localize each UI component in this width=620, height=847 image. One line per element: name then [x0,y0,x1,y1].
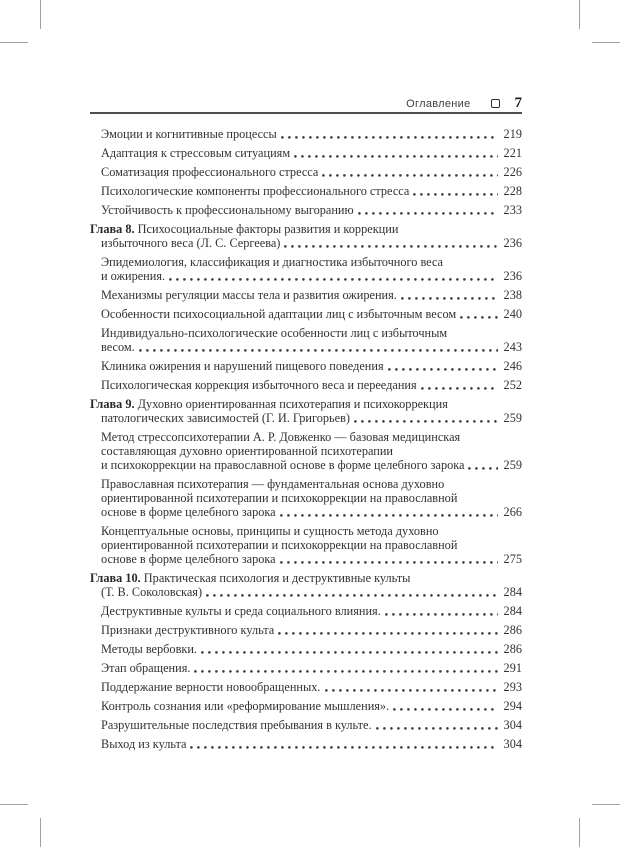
crop-mark-top-left-horizontal [0,42,28,43]
entry-title-text: Признаки деструктивного культа [101,623,275,637]
entry-page-number: 233 [503,203,522,217]
toc-entry-line [90,571,522,585]
entry-title-text: Устойчивость к профессиональному выгоранию [101,203,354,217]
toc-entry-line [90,411,522,425]
crop-mark-top-right-vertical [579,0,580,29]
entry-page-number: 275 [503,552,522,566]
entry-page-number: 259 [503,458,522,472]
entry-title-text: Этап обращения. [101,661,191,675]
toc-entry-line [101,378,522,392]
entry-title-text: и ожирения. [101,269,166,283]
dot-leader [322,165,498,179]
entry-page-number: 294 [503,699,522,713]
entry-page-number: 284 [503,604,522,618]
toc-entry [90,184,522,198]
entry-title-text: Метод стрессопсихотерапии А. Р. Довженко — базовая медицинская [101,430,461,444]
entry-page-number: 221 [503,146,522,160]
toc-entry-line [101,661,522,675]
entry-title-text: избыточного веса (Л. С. Сергеева) [101,236,281,250]
dot-leader [325,680,499,694]
entry-title-text: Концептуальные основы, принципы и сущность метода духовно [101,524,439,538]
entry-title-text: Индивидуально-психологические особенности лиц с избыточным [101,326,448,340]
toc-entry [90,524,522,566]
toc-entry [90,737,522,751]
toc-entry-line [101,604,522,618]
entry-page-number: 228 [503,184,522,198]
toc-entry-line [101,444,522,458]
entry-page-number: 236 [503,236,522,250]
toc-entry [90,359,522,373]
entry-page-number: 243 [503,340,522,354]
header-rule [90,112,522,114]
entry-title-text: ориентированной психотерапии и психокоррекции на православной [101,538,458,552]
entry-title-text: Особенности психосоциальной адаптации лиц с избыточным весом [101,307,457,321]
toc-entry-line [101,458,522,472]
entry-page-number: 240 [503,307,522,321]
toc-entry-line [90,222,522,236]
entry-title-text: Клиника ожирения и нарушений пищевого поведения [101,359,384,373]
entry-page-number: 259 [503,411,522,425]
dot-leader [284,236,498,250]
entry-title-text: Православная психотерапия — фундаментальная основа духовно [101,477,445,491]
toc-entry-line [101,505,522,519]
entry-title-text: Глава 10. Практическая психология и деструктивные культы [90,571,411,585]
toc-entry-line [90,585,522,599]
entry-title-text: основе в форме целебного зарока [101,552,276,566]
toc-entry-line [101,737,522,751]
entry-title-text: Механизмы регуляции массы тела и развития ожирения. [101,288,397,302]
entry-page-number: 286 [503,623,522,637]
entry-title-text: Адаптация к стрессовым ситуациям [101,146,291,160]
toc-entry-line [101,146,522,160]
toc-entry-line [101,269,522,283]
toc-entry [90,203,522,217]
dot-leader [280,552,498,566]
entry-page-number: 246 [503,359,522,373]
toc-entry-line [101,307,522,321]
dot-leader [280,505,498,519]
page-number: 7 [514,95,522,111]
toc-entry-line [101,718,522,732]
dot-leader [281,127,498,141]
toc-chapter-entry [90,222,522,250]
entry-page-number: 236 [503,269,522,283]
entry-title-text: Психологические компоненты профессионального стресса [101,184,410,198]
chapter-number-label: Глава 9. [90,397,138,411]
square-bullet-icon [491,99,500,108]
crop-mark-bottom-left-vertical [40,818,41,847]
toc-entry-line [101,203,522,217]
entry-page-number: 266 [503,505,522,519]
entry-title-text: Эпидемиология, классификация и диагностика избыточного веса [101,255,444,269]
entry-title-text: Выход из культа [101,737,187,751]
entry-title-text: весом. [101,340,135,354]
toc-entry [90,477,522,519]
crop-mark-top-left-vertical [40,0,41,29]
entry-title-text: ориентированной психотерапии и психокоррекции на православной [101,491,458,505]
entry-title-text: Глава 8. Психосоциальные факторы развития и коррекции [90,222,399,236]
toc-entry [90,165,522,179]
entry-title-text: патологических зависимостей (Г. И. Григорьев) [101,411,350,425]
entry-page-number: 226 [503,165,522,179]
dot-leader [421,378,498,392]
dot-leader [294,146,498,160]
entry-page-number: 238 [503,288,522,302]
toc-entry-line [101,699,522,713]
toc-entry [90,146,522,160]
chapter-number-label: Глава 10. [90,571,144,585]
toc-entry-line [101,359,522,373]
toc-entry-line [101,430,522,444]
dot-leader [401,288,498,302]
entry-title-text: основе в форме целебного зарока [101,505,276,519]
toc-entry-line [101,288,522,302]
toc-entry [90,680,522,694]
dot-leader [190,737,498,751]
toc-entry [90,378,522,392]
dot-leader [169,269,498,283]
running-head [90,95,522,112]
toc-entry-line [101,127,522,141]
entry-title-text: составляющая духовно ориентированной психотерапии [101,444,394,458]
toc-entry-line [101,184,522,198]
toc-entry [90,430,522,472]
dot-leader [388,359,498,373]
toc-chapter-entry [90,571,522,599]
entry-page-number: 291 [503,661,522,675]
toc-entry-line [101,491,522,505]
dot-leader [278,623,498,637]
dot-leader [354,411,498,425]
dot-leader [206,585,498,599]
dot-leader [194,661,498,675]
dot-leader [385,604,498,618]
entry-page-number: 293 [503,680,522,694]
toc-entry-line [90,397,522,411]
chapter-number-label: Глава 8. [90,222,138,236]
toc-entry-line [101,680,522,694]
toc-entry-line [101,340,522,354]
toc-entry-line [101,538,522,552]
entry-title-text: Разрушительные последствия пребывания в культе. [101,718,372,732]
toc-entry-line [101,552,522,566]
toc-entry [90,699,522,713]
toc-entry [90,718,522,732]
dot-leader [201,642,498,656]
toc-entry [90,661,522,675]
entry-page-number: 284 [503,585,522,599]
dot-leader [393,699,498,713]
toc-entry-line [101,477,522,491]
toc-entry-line [101,623,522,637]
crop-mark-top-right-horizontal [592,42,620,43]
toc-entry-line [101,524,522,538]
dot-leader [358,203,498,217]
toc-entry [90,127,522,141]
dot-leader [139,340,498,354]
entry-title-text: Глава 9. Духовно ориентированная психотерапия и психокоррекция [90,397,448,411]
entry-page-number: 304 [503,737,522,751]
entry-page-number: 304 [503,718,522,732]
toc-entry [90,604,522,618]
toc-entry-line [90,236,522,250]
entry-title-text: Поддержание верности новообращенных. [101,680,321,694]
dot-leader [460,307,498,321]
entry-page-number: 286 [503,642,522,656]
entry-title-text: Деструктивные культы и среда социального влияния. [101,604,381,618]
toc-entry [90,326,522,354]
dot-leader [376,718,498,732]
toc-entry [90,642,522,656]
entry-title-text: Контроль сознания или «реформирование мышления». [101,699,390,713]
entry-title-text: Методы вербовки. [101,642,198,656]
entry-title-text: Психологическая коррекция избыточного веса и переедания [101,378,417,392]
toc-entry-line [101,165,522,179]
toc-entry [90,255,522,283]
entry-title-text: Соматизация профессионального стресса [101,165,319,179]
entry-page-number: 252 [503,378,522,392]
toc-entry-line [101,642,522,656]
toc-entry [90,307,522,321]
entry-title-text: (Т. В. Соколовская) [101,585,203,599]
running-head-title: Оглавление [406,97,471,110]
crop-mark-bottom-right-horizontal [592,804,620,805]
crop-mark-bottom-left-horizontal [0,804,28,805]
toc-list [90,127,522,756]
crop-mark-bottom-right-vertical [579,818,580,847]
entry-title-text: и психокоррекции на православной основе в форме целебного зарока [101,458,465,472]
entry-page-number: 219 [503,127,522,141]
entry-title-text: Эмоции и когнитивные процессы [101,127,277,141]
toc-entry-line [101,255,522,269]
dot-leader [468,458,498,472]
toc-chapter-entry [90,397,522,425]
dot-leader [413,184,498,198]
toc-entry [90,623,522,637]
toc-entry [90,288,522,302]
toc-entry-line [101,326,522,340]
